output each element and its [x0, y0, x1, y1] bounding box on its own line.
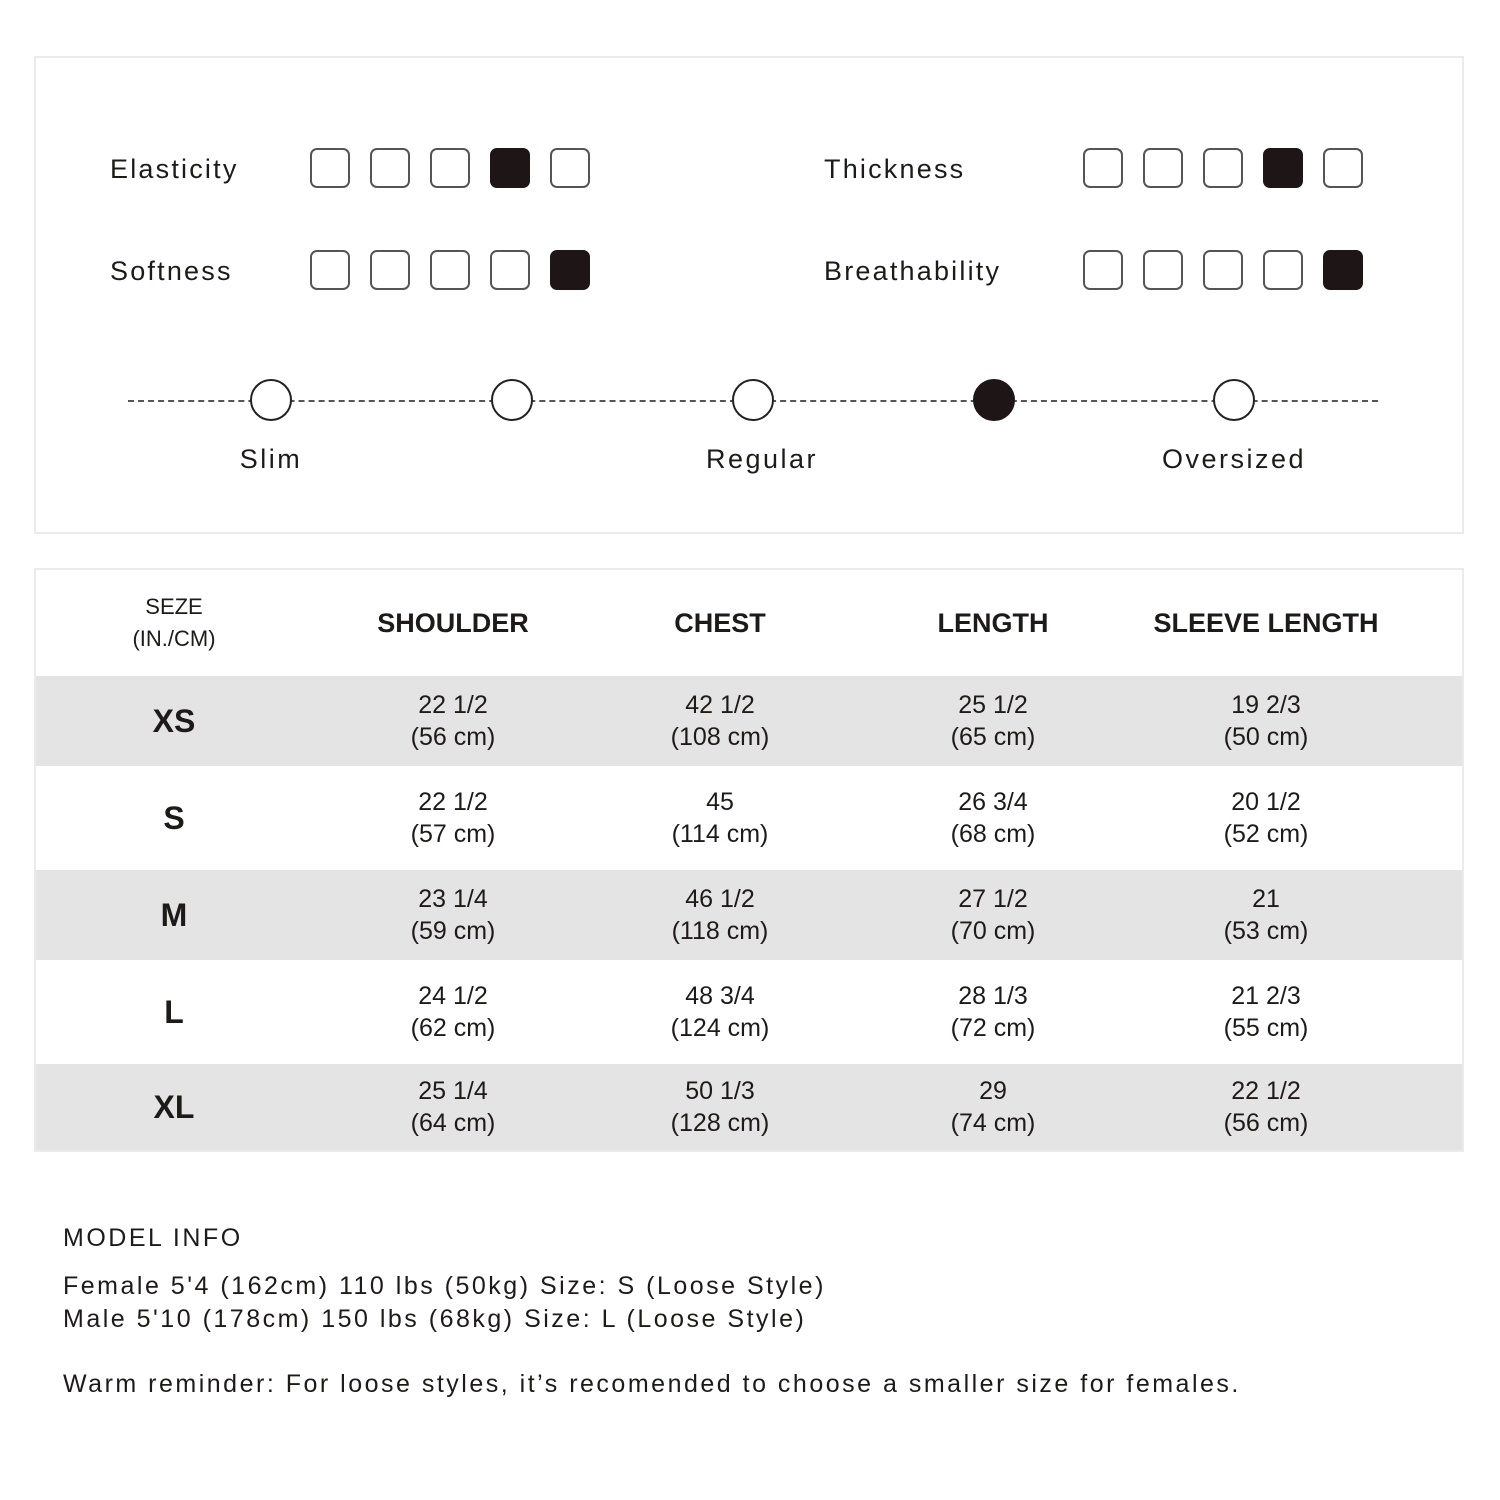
measurement-inches: 42 1/2	[685, 691, 755, 719]
measurement-cell	[411, 676, 496, 766]
measurement-inches: 21	[1252, 885, 1280, 913]
measurement-cm: (56 cm)	[410, 723, 496, 751]
rating-box-5	[1323, 148, 1363, 188]
rating-boxes	[1083, 250, 1363, 290]
fit-label-slim: Slim	[239, 444, 303, 474]
measurement-cm: (70 cm)	[950, 917, 1036, 945]
rating-box-4	[490, 148, 530, 188]
rating-boxes	[310, 250, 590, 290]
measurement-inches: 21 2/3	[1231, 982, 1301, 1010]
measurement-inches: 22 1/2	[1231, 1077, 1301, 1105]
measurement-inches: 24 1/2	[418, 982, 488, 1010]
measurement-inches: 25 1/4	[418, 1077, 488, 1105]
measurement-cell	[1224, 870, 1309, 960]
rating-box-1	[1083, 148, 1123, 188]
measurement-cm: (52 cm)	[1223, 820, 1309, 848]
rating-box-1	[1083, 250, 1123, 290]
measurement-cell	[1224, 676, 1309, 766]
model-info-title: MODEL INFO	[63, 1224, 243, 1252]
rating-box-2	[1143, 250, 1183, 290]
table-header	[36, 570, 1462, 676]
column-header-length: LENGTH	[937, 607, 1049, 638]
attribute-label: Softness	[110, 256, 233, 286]
measurement-cm: (62 cm)	[410, 1014, 496, 1042]
size-column-header	[132, 570, 215, 676]
measurement-cell	[671, 1064, 770, 1150]
measurement-cm: (57 cm)	[410, 820, 496, 848]
measurement-inches: 45	[706, 788, 734, 816]
measurement-cell	[1224, 960, 1309, 1064]
measurement-inches: 25 1/2	[958, 691, 1028, 719]
measurement-inches: 29	[979, 1077, 1007, 1105]
measurement-cm: (108 cm)	[670, 723, 770, 751]
rating-box-5	[550, 250, 590, 290]
rating-box-3	[1203, 148, 1243, 188]
measurement-cm: (72 cm)	[950, 1014, 1036, 1042]
measurement-cell	[951, 676, 1036, 766]
measurement-cm: (114 cm)	[671, 820, 769, 848]
measurement-inches: 22 1/2	[418, 788, 488, 816]
attribute-thickness	[824, 148, 1384, 192]
attribute-label: Thickness	[824, 154, 966, 184]
measurement-inches: 26 3/4	[958, 788, 1028, 816]
measurement-inches: 20 1/2	[1231, 788, 1301, 816]
fabric-attributes-panel	[34, 56, 1464, 534]
fit-step-5-circle	[1213, 379, 1255, 421]
size-label: L	[164, 994, 184, 1030]
model-info-female: Female 5'4 (162cm) 110 lbs (50kg) Size: S (Loose Style)	[63, 1272, 826, 1300]
measurement-cell	[411, 766, 496, 870]
measurement-inches: 27 1/2	[958, 885, 1028, 913]
rating-box-2	[1143, 148, 1183, 188]
measurement-cm: (55 cm)	[1223, 1014, 1309, 1042]
column-header-shoulder: SHOULDER	[377, 607, 529, 638]
rating-box-4	[1263, 250, 1303, 290]
measurement-inches: 23 1/4	[418, 885, 488, 913]
fit-step-1-circle	[250, 379, 292, 421]
column-header-sleeve-length: SLEEVE LENGTH	[1153, 607, 1379, 638]
size-header-line: (IN./CM)	[132, 626, 216, 651]
measurement-cell	[1224, 766, 1309, 870]
size-chart-table	[34, 568, 1464, 1152]
measurement-cell	[411, 1064, 496, 1150]
measurement-cm: (124 cm)	[670, 1014, 770, 1042]
table-row	[36, 1064, 1462, 1150]
measurement-inches: 22 1/2	[418, 691, 488, 719]
rating-boxes	[1083, 148, 1363, 188]
measurement-cell	[671, 960, 770, 1064]
rating-box-2	[370, 148, 410, 188]
measurement-cell	[411, 870, 496, 960]
size-header-line: SEZE	[145, 594, 203, 619]
measurement-cm: (74 cm)	[950, 1109, 1036, 1137]
measurement-inches: 50 1/3	[685, 1077, 755, 1105]
fit-label-regular: Regular	[705, 444, 819, 474]
table-row	[36, 766, 1462, 870]
fit-label-oversized: Oversized	[1161, 444, 1307, 474]
measurement-cell	[1224, 1064, 1309, 1150]
rating-box-3	[430, 148, 470, 188]
size-label: S	[163, 800, 185, 836]
size-label: XL	[153, 1089, 195, 1125]
size-label: M	[160, 897, 188, 933]
attribute-elasticity	[110, 148, 670, 192]
attribute-softness	[110, 250, 670, 294]
rating-box-1	[310, 148, 350, 188]
rating-box-2	[370, 250, 410, 290]
measurement-cm: (53 cm)	[1223, 917, 1309, 945]
measurement-cm: (68 cm)	[950, 820, 1036, 848]
measurement-cell	[951, 1064, 1036, 1150]
table-row	[36, 870, 1462, 960]
rating-box-3	[1203, 250, 1243, 290]
table-row	[36, 676, 1462, 766]
measurement-cm: (118 cm)	[671, 917, 769, 945]
measurement-cell	[672, 870, 769, 960]
measurement-cell	[671, 676, 770, 766]
attribute-label: Elasticity	[110, 154, 239, 184]
fit-step-2-circle	[491, 379, 533, 421]
measurement-cell	[951, 766, 1036, 870]
measurement-cell	[411, 960, 496, 1064]
measurement-cm: (64 cm)	[410, 1109, 496, 1137]
rating-box-5	[1323, 250, 1363, 290]
measurement-cell	[672, 766, 769, 870]
rating-boxes	[310, 148, 590, 188]
fit-step-4-circle	[973, 379, 1015, 421]
attribute-breathability	[824, 250, 1384, 294]
measurement-inches: 46 1/2	[685, 885, 755, 913]
rating-box-4	[1263, 148, 1303, 188]
measurement-cm: (65 cm)	[950, 723, 1036, 751]
rating-box-1	[310, 250, 350, 290]
warm-reminder: Warm reminder: For loose styles, it’s recomended to choose a smaller size for females.	[63, 1370, 1241, 1398]
model-info-male: Male 5'10 (178cm) 150 lbs (68kg) Size: L (Loose Style)	[63, 1305, 807, 1333]
measurement-cell	[951, 870, 1036, 960]
rating-box-3	[430, 250, 470, 290]
measurement-cm: (56 cm)	[1223, 1109, 1309, 1137]
size-label: XS	[152, 703, 196, 739]
rating-box-4	[490, 250, 530, 290]
measurement-cm: (50 cm)	[1223, 723, 1309, 751]
column-header-chest: CHEST	[674, 607, 766, 638]
table-row	[36, 960, 1462, 1064]
measurement-cm: (128 cm)	[670, 1109, 770, 1137]
measurement-inches: 48 3/4	[685, 982, 755, 1010]
measurement-cell	[951, 960, 1036, 1064]
rating-box-5	[550, 148, 590, 188]
attribute-label: Breathability	[824, 256, 1002, 286]
measurement-inches: 28 1/3	[958, 982, 1028, 1010]
measurement-inches: 19 2/3	[1231, 691, 1301, 719]
fit-step-3-circle	[732, 379, 774, 421]
fit-scale	[128, 378, 1378, 508]
measurement-cm: (59 cm)	[410, 917, 496, 945]
